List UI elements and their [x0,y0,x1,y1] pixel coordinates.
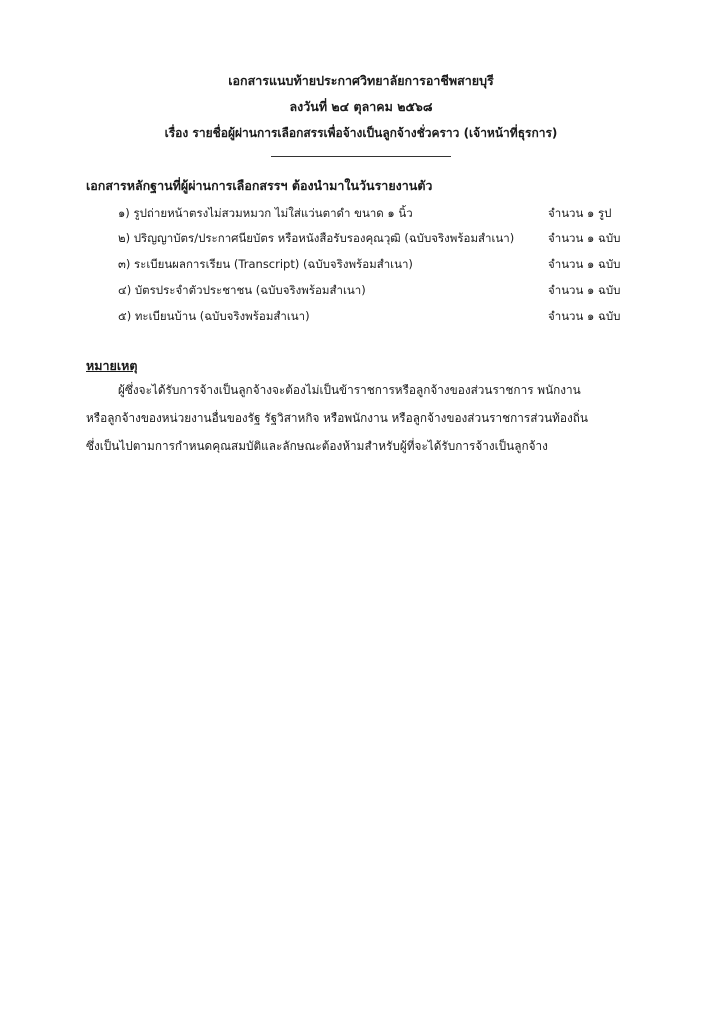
document-item-label: ๓) ระเบียนผลการเรียน (Transcript) (ฉบับจริงพร้อมสำเนา) [118,257,413,271]
remark-line: หรือลูกจ้างของหน่วยงานอื่นของรัฐ รัฐวิสาหกิจ หรือพนักงาน หรือลูกจ้างของส่วนราชการส่วนท้องถิ่น [86,411,588,425]
remark-line: ซึ่งเป็นไปตามการกำหนดคุณสมบัติและลักษณะต้องห้ามสำหรับผู้ที่จะได้รับการจ้างเป็นลูกจ้าง [86,439,548,453]
document-item-quantity: จำนวน ๑ ฉบับ [548,231,621,245]
remark-heading: หมายเหตุ [86,358,138,373]
document-item-quantity: จำนวน ๑ รูป [548,206,612,220]
document-item-quantity: จำนวน ๑ ฉบับ [548,309,621,323]
document-title: เอกสารแนบท้ายประกาศวิทยาลัยการอาชีพสายบุรี [228,73,494,88]
documents-heading: เอกสารหลักฐานที่ผู้ผ่านการเลือกสรรฯ ต้องนำมาในวันรายงานตัว [86,178,433,193]
document-item-quantity: จำนวน ๑ ฉบับ [548,257,621,271]
remark-line: ผู้ซึ่งจะได้รับการจ้างเป็นลูกจ้างจะต้องไม่เป็นข้าราชการหรือลูกจ้างของส่วนราชการ พนักงาน [118,383,581,397]
document-item-label: ๒) ปริญญาบัตร/ประกาศนียบัตร หรือหนังสือรับรองคุณวุฒิ (ฉบับจริงพร้อมสำเนา) [118,231,515,245]
document-item-label: ๑) รูปถ่ายหน้าตรงไม่สวมหมวก ไม่ใส่แว่นตาดำ ขนาด ๑ นิ้ว [118,206,413,220]
title-divider [271,156,451,157]
document-date: ลงวันที่ ๒๔ ตุลาคม ๒๕๖๘ [289,99,433,114]
document-item-quantity: จำนวน ๑ ฉบับ [548,283,621,297]
document-item-label: ๔) บัตรประจำตัวประชาชน (ฉบับจริงพร้อมสำเนา) [118,283,366,297]
document-item-label: ๕) ทะเบียนบ้าน (ฉบับจริงพร้อมสำเนา) [118,309,310,323]
document-subject: เรื่อง รายชื่อผู้ผ่านการเลือกสรรเพื่อจ้างเป็นลูกจ้างชั่วคราว (เจ้าหน้าที่ธุรการ) [164,126,558,140]
